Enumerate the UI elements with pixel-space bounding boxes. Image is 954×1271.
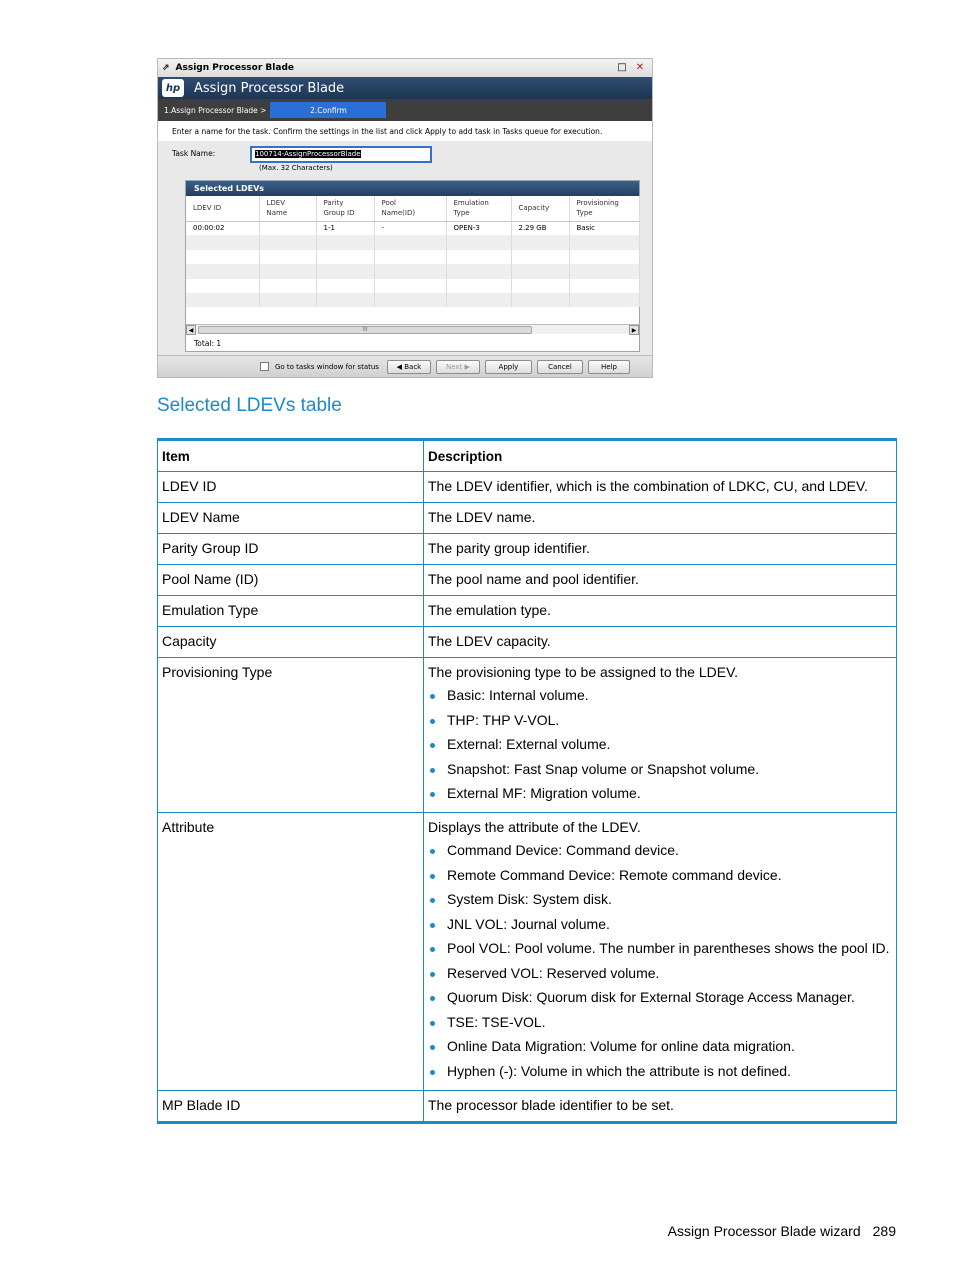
list-item: Hyphen (-): Volume in which the attribute is not defined.	[428, 1063, 891, 1080]
panel-title: Selected LDEVs	[186, 181, 639, 196]
column-header-text: Parity	[323, 199, 344, 208]
column-header-text: LDEV ID	[193, 204, 222, 213]
table-cell: Basic	[569, 221, 639, 235]
go-to-tasks-checkbox[interactable]	[260, 362, 269, 371]
ldev-column-header[interactable]	[186, 196, 259, 221]
description-cell	[424, 503, 897, 534]
table-cell: -	[374, 221, 446, 235]
go-to-tasks-label: Go to tasks window for status	[275, 362, 379, 371]
ldev-column-header[interactable]	[374, 196, 446, 221]
table-row	[158, 658, 897, 813]
bullet-list	[428, 842, 891, 1080]
list-item: THP: THP V-VOL.	[428, 712, 891, 729]
description-cell	[424, 472, 897, 503]
item-cell: Pool Name (ID)	[158, 565, 424, 596]
task-name-value: 100714-AssignProcessorBlade	[255, 150, 361, 158]
apply-button[interactable]: Apply	[485, 360, 532, 374]
ldev-column-header[interactable]	[511, 196, 569, 221]
description-cell	[424, 658, 897, 813]
ldev-table	[186, 196, 640, 307]
table-row[interactable]	[186, 221, 639, 235]
maximize-icon[interactable]: □	[617, 62, 627, 73]
scroll-left-icon[interactable]: ◀	[186, 325, 196, 335]
description-cell	[424, 596, 897, 627]
item-cell: LDEV ID	[158, 472, 424, 503]
cancel-button[interactable]: Cancel	[537, 360, 583, 374]
page-number: 289	[872, 1223, 896, 1239]
list-item: Online Data Migration: Volume for online data migration.	[428, 1038, 891, 1055]
column-header-text: Name	[266, 209, 288, 218]
table-cell	[259, 293, 316, 307]
item-cell: Emulation Type	[158, 596, 424, 627]
banner-title: Assign Processor Blade	[194, 80, 345, 96]
column-header-text: Type	[453, 209, 470, 218]
back-button[interactable]	[387, 360, 431, 374]
ldev-column-header[interactable]	[569, 196, 639, 221]
table-cell	[186, 235, 259, 249]
table-row	[158, 596, 897, 627]
item-cell: Attribute	[158, 813, 424, 1091]
item-cell: Capacity	[158, 627, 424, 658]
description-cell	[424, 1090, 897, 1122]
table-cell	[446, 293, 511, 307]
total-count: Total: 1	[194, 339, 222, 348]
item-cell: Parity Group ID	[158, 534, 424, 565]
column-header-text: LDEV	[266, 199, 286, 208]
description-cell	[424, 565, 897, 596]
list-item: Command Device: Command device.	[428, 842, 891, 859]
table-cell	[316, 250, 374, 264]
table-cell	[374, 293, 446, 307]
hp-logo: hp	[162, 79, 184, 97]
column-header-text: Pool	[381, 199, 396, 208]
table-row	[186, 264, 639, 278]
back-arrow-icon: ◀	[396, 362, 405, 371]
table-cell	[374, 264, 446, 278]
table-cell: 00:00:02	[186, 221, 259, 235]
table-cell	[259, 250, 316, 264]
table-row	[186, 279, 639, 293]
table-cell	[569, 250, 639, 264]
description-cell	[424, 813, 897, 1091]
task-name-input[interactable]	[250, 146, 432, 163]
table-cell	[316, 235, 374, 249]
item-cell: Provisioning Type	[158, 658, 424, 813]
header-item: Item	[158, 440, 424, 472]
step-confirm: 2.Confirm	[270, 102, 386, 118]
selected-ldevs-panel	[185, 180, 640, 352]
table-row	[186, 250, 639, 264]
table-cell	[374, 279, 446, 293]
ldev-column-header[interactable]	[446, 196, 511, 221]
section-title: Selected LDEVs table	[157, 395, 342, 416]
next-arrow-icon: ▶	[462, 362, 470, 371]
table-cell: OPEN-3	[446, 221, 511, 235]
description-cell	[424, 627, 897, 658]
table-row	[158, 813, 897, 1091]
list-item: Remote Command Device: Remote command device.	[428, 867, 891, 884]
table-row	[158, 627, 897, 658]
scroll-right-icon[interactable]: ▶	[629, 325, 639, 335]
table-cell	[511, 264, 569, 278]
list-item: External MF: Migration volume.	[428, 785, 891, 802]
list-item: Snapshot: Fast Snap volume or Snapshot volume.	[428, 761, 891, 778]
ldev-column-header[interactable]	[316, 196, 374, 221]
column-header-text: Group ID	[323, 209, 355, 218]
footer-title: Assign Processor Blade wizard	[667, 1223, 861, 1239]
horizontal-scrollbar[interactable]	[186, 324, 639, 334]
table-cell	[316, 293, 374, 307]
list-item: Quorum Disk: Quorum disk for External Storage Access Manager.	[428, 989, 891, 1006]
table-cell: 2.29 GB	[511, 221, 569, 235]
wizard-steps	[158, 99, 652, 121]
wizard-footer	[158, 355, 652, 377]
table-row	[158, 503, 897, 534]
table-row	[158, 1090, 897, 1122]
description-text: The parity group identifier.	[428, 540, 590, 556]
ldev-column-header[interactable]	[259, 196, 316, 221]
table-cell	[446, 235, 511, 249]
table-cell	[374, 250, 446, 264]
table-cell	[316, 279, 374, 293]
table-row	[158, 534, 897, 565]
table-cell	[186, 250, 259, 264]
list-item: System Disk: System disk.	[428, 891, 891, 908]
description-text: The LDEV capacity.	[428, 633, 551, 649]
list-item: Pool VOL: Pool volume. The number in parentheses shows the pool ID.	[428, 940, 891, 957]
table-cell	[569, 293, 639, 307]
description-text: The LDEV identifier, which is the combination of LDKC, CU, and LDEV.	[428, 478, 868, 494]
table-cell	[186, 293, 259, 307]
item-cell: LDEV Name	[158, 503, 424, 534]
table-row	[186, 293, 639, 307]
table-cell	[511, 235, 569, 249]
window-titlebar	[158, 59, 652, 77]
step-assign: 1.Assign Processor Blade >	[164, 105, 267, 115]
table-cell: 1-1	[316, 221, 374, 235]
table-cell	[259, 264, 316, 278]
column-header-text: Type	[576, 209, 593, 218]
item-cell: MP Blade ID	[158, 1090, 424, 1122]
table-cell	[259, 221, 316, 235]
table-cell	[374, 235, 446, 249]
wizard-screenshot	[157, 58, 653, 378]
table-cell	[259, 279, 316, 293]
description-text: The provisioning type to be assigned to the LDEV.	[428, 664, 739, 680]
list-item: JNL VOL: Journal volume.	[428, 916, 891, 933]
bullet-list	[428, 687, 891, 802]
table-row	[186, 235, 639, 249]
table-row	[158, 565, 897, 596]
list-item: External: External volume.	[428, 736, 891, 753]
description-text: The emulation type.	[428, 602, 551, 618]
column-header-text: Name(ID)	[381, 209, 416, 218]
max-chars-hint: (Max. 32 Characters)	[259, 164, 333, 172]
description-table	[157, 438, 897, 1124]
instruction-text: Enter a name for the task. Confirm the settings in the list and click Apply to add task in Tasks queue for execution.	[158, 121, 652, 141]
window-title: Assign Processor Blade	[175, 63, 294, 73]
table-cell	[569, 279, 639, 293]
column-header-text: Capacity	[518, 204, 550, 213]
description-text: Displays the attribute of the LDEV.	[428, 819, 641, 835]
table-cell	[446, 250, 511, 264]
scroll-thumb[interactable]: III	[198, 326, 532, 334]
wizard-banner	[158, 77, 652, 99]
header-description: Description	[424, 440, 897, 472]
table-cell	[569, 235, 639, 249]
task-name-label: Task Name:	[172, 149, 216, 158]
close-icon[interactable]: ✕	[635, 62, 645, 73]
help-button[interactable]: Help	[588, 360, 630, 374]
list-item: Basic: Internal volume.	[428, 687, 891, 704]
table-cell	[511, 279, 569, 293]
list-item: Reserved VOL: Reserved volume.	[428, 965, 891, 982]
table-cell	[446, 279, 511, 293]
description-text: The pool name and pool identifier.	[428, 571, 639, 587]
table-cell	[186, 279, 259, 293]
table-cell	[511, 293, 569, 307]
table-row	[158, 472, 897, 503]
next-label: Next	[445, 362, 463, 371]
table-cell	[186, 264, 259, 278]
table-cell	[511, 250, 569, 264]
column-header-text: Emulation	[453, 199, 489, 208]
list-item: TSE: TSE-VOL.	[428, 1014, 891, 1031]
table-cell	[316, 264, 374, 278]
description-text: The processor blade identifier to be set.	[428, 1096, 674, 1113]
table-header-row	[158, 440, 897, 472]
table-cell	[446, 264, 511, 278]
collapse-icon[interactable]: ⇗	[162, 63, 170, 73]
description-cell	[424, 534, 897, 565]
back-label: Back	[404, 362, 422, 371]
column-header-text: Provisioning	[576, 199, 619, 208]
table-cell	[259, 235, 316, 249]
description-text: The LDEV name.	[428, 509, 536, 525]
next-button[interactable]	[436, 360, 480, 374]
table-cell	[569, 264, 639, 278]
page-footer	[668, 1223, 896, 1239]
